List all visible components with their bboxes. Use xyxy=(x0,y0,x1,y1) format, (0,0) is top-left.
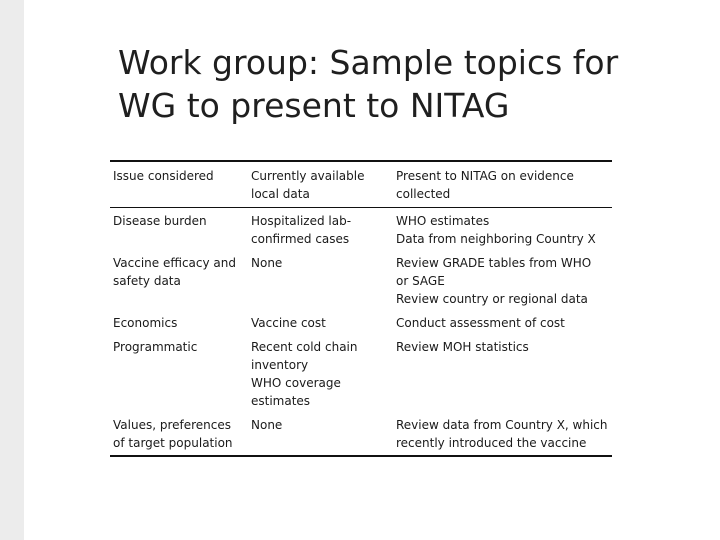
cell-text: Review MOH statistics xyxy=(396,340,529,354)
cell-text: Disease burden xyxy=(113,214,207,228)
table-cell-evidence xyxy=(393,412,612,456)
table-cell-local-data xyxy=(248,250,393,310)
table-row xyxy=(110,334,612,412)
table-header-row xyxy=(110,161,612,208)
cell-text: Review GRADE tables from WHO xyxy=(396,256,592,270)
cell-text: Economics xyxy=(113,316,178,330)
table-cell-issue xyxy=(110,334,248,412)
table-row xyxy=(110,310,612,334)
table-cell-evidence xyxy=(393,334,612,412)
cell-text: Conduct assessment of cost xyxy=(396,316,565,330)
cell-text: Vaccine efficacy and xyxy=(113,256,236,270)
cell-text: WHO estimates xyxy=(396,214,490,228)
cell-text: confirmed cases xyxy=(251,232,350,246)
cell-text: Vaccine cost xyxy=(251,316,326,330)
cell-text: inventory xyxy=(251,358,309,372)
table-cell-local-data xyxy=(248,208,393,251)
header-local-data xyxy=(248,161,393,208)
cell-text: WHO coverage xyxy=(251,376,341,390)
slide-title xyxy=(118,41,698,127)
slide-title-line-2: WG to present to NITAG xyxy=(118,86,510,125)
header-text: local data xyxy=(251,187,310,201)
left-margin-strip xyxy=(0,0,24,540)
cell-text: Programmatic xyxy=(113,340,198,354)
cell-text: Values, preferences xyxy=(113,418,232,432)
table-cell-evidence xyxy=(393,310,612,334)
table-cell-issue xyxy=(110,208,248,251)
table-cell-issue xyxy=(110,310,248,334)
header-present-to-nitag xyxy=(393,161,612,208)
cell-text: None xyxy=(251,418,283,432)
cell-text: Review data from Country X, which xyxy=(396,418,608,432)
cell-text: None xyxy=(251,256,283,270)
table-row xyxy=(110,250,612,310)
cell-text: Hospitalized lab- xyxy=(251,214,352,228)
cell-text: or SAGE xyxy=(396,274,445,288)
table-row xyxy=(110,208,612,251)
table-cell-issue xyxy=(110,250,248,310)
table-cell-issue xyxy=(110,412,248,456)
cell-text: Recent cold chain xyxy=(251,340,358,354)
cell-text: estimates xyxy=(251,394,311,408)
table-cell-evidence xyxy=(393,208,612,251)
header-text: Issue considered xyxy=(113,169,214,183)
table-cell-local-data xyxy=(248,334,393,412)
cell-text: Data from neighboring Country X xyxy=(396,232,596,246)
header-issue-considered xyxy=(110,161,248,208)
cell-text: recently introduced the vaccine xyxy=(396,436,587,450)
header-text: Currently available xyxy=(251,169,365,183)
topics-table xyxy=(110,160,612,457)
table-cell-local-data xyxy=(248,310,393,334)
table-cell-evidence xyxy=(393,250,612,310)
table-cell-local-data xyxy=(248,412,393,456)
slide-title-line-1: Work group: Sample topics for xyxy=(118,43,619,82)
header-text: Present to NITAG on evidence xyxy=(396,169,574,183)
cell-text: safety data xyxy=(113,274,181,288)
table-row xyxy=(110,412,612,456)
header-text: collected xyxy=(396,187,451,201)
cell-text: of target population xyxy=(113,436,233,450)
cell-text: Review country or regional data xyxy=(396,292,588,306)
